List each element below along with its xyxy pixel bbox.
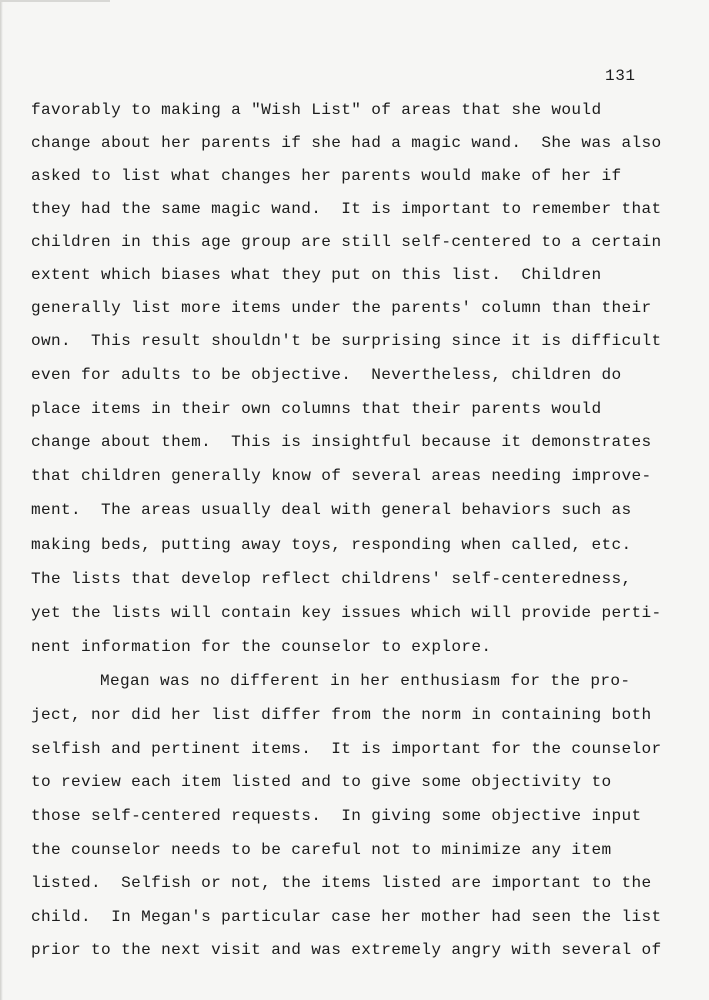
- page-top-edge: [0, 0, 110, 2]
- text-line-4: they had the same magic wand. It is important to remember that: [31, 200, 662, 218]
- text-line-21: to review each item listed and to give some objectivity to: [31, 773, 612, 791]
- text-line-5: children in this age group are still self-centered to a certain: [31, 233, 662, 251]
- text-line-13: ment. The areas usually deal with general behaviors such as: [31, 501, 632, 519]
- text-line-12: that children generally know of several areas needing improve-: [31, 467, 652, 485]
- text-line-10: place items in their own columns that their parents would: [31, 400, 602, 418]
- text-line-6: extent which biases what they put on this list. Children: [31, 266, 602, 284]
- text-line-2: change about her parents if she had a magic wand. She was also: [31, 134, 662, 152]
- text-line-7: generally list more items under the parents' column than their: [31, 299, 652, 317]
- text-line-11: change about them. This is insightful because it demonstrates: [31, 433, 652, 451]
- text-line-23: the counselor needs to be careful not to minimize any item: [31, 841, 612, 859]
- text-line-19: ject, nor did her list differ from the norm in containing both: [31, 706, 652, 724]
- page-edge-shadow: [0, 0, 3, 1000]
- text-line-18: Megan was no different in her enthusiasm for the pro-: [100, 672, 631, 690]
- text-line-26: prior to the next visit and was extremely angry with several of: [31, 941, 662, 959]
- text-line-25: child. In Megan's particular case her mother had seen the list: [31, 908, 662, 926]
- text-line-15: The lists that develop reflect childrens' self-centeredness,: [31, 570, 632, 588]
- text-line-22: those self-centered requests. In giving some objective input: [31, 807, 642, 825]
- text-line-8: own. This result shouldn't be surprising since it is difficult: [31, 332, 662, 350]
- text-line-24: listed. Selfish or not, the items listed are important to the: [31, 874, 652, 892]
- text-line-17: nent information for the counselor to explore.: [31, 638, 492, 656]
- text-line-9: even for adults to be objective. Nevertheless, children do: [31, 366, 622, 384]
- text-line-20: selfish and pertinent items. It is important for the counselor: [31, 740, 662, 758]
- page-number: 131: [605, 67, 636, 85]
- text-line-3: asked to list what changes her parents would make of her if: [31, 167, 622, 185]
- text-line-16: yet the lists will contain key issues which will provide perti-: [31, 604, 662, 622]
- text-line-1: favorably to making a "Wish List" of areas that she would: [31, 101, 602, 119]
- text-line-14: making beds, putting away toys, responding when called, etc.: [31, 536, 632, 554]
